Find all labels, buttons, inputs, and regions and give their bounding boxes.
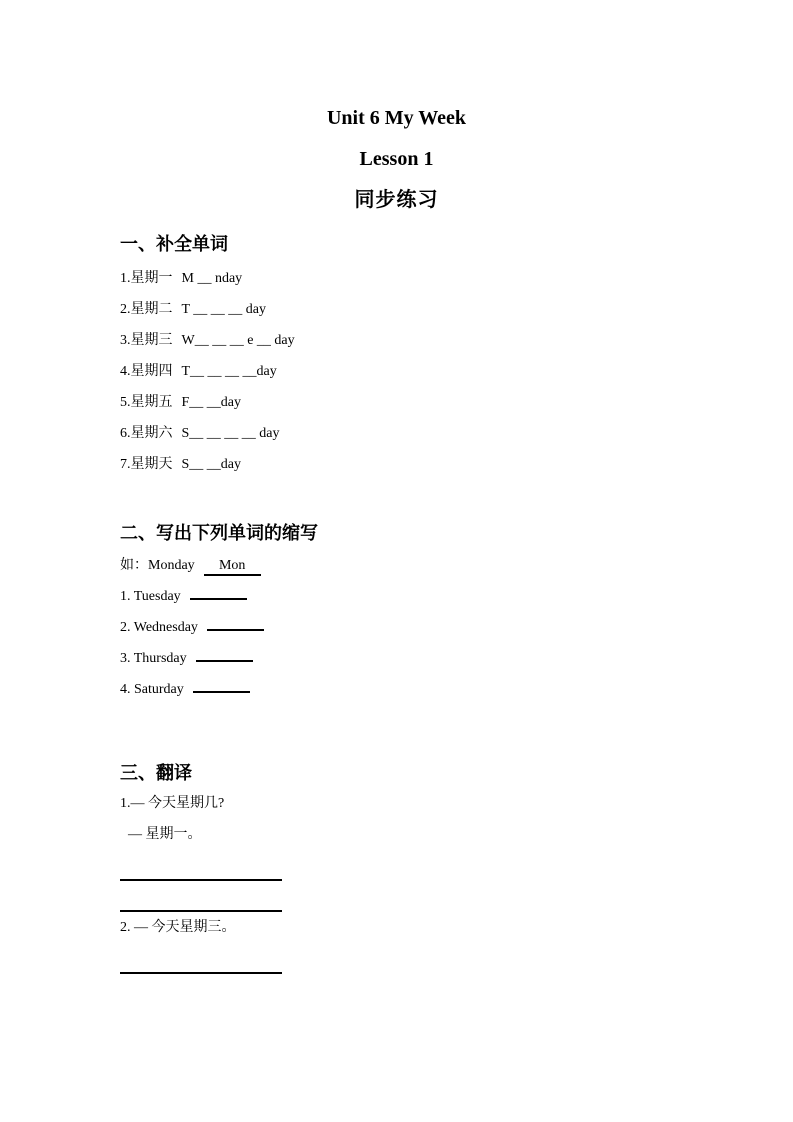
word-label: 4.星期四 xyxy=(120,364,173,379)
worksheet-content xyxy=(0,233,793,974)
word-item-tuesday xyxy=(120,294,673,325)
abbr-item-label: 1. Tuesday xyxy=(120,589,181,604)
exercise-heading: 同步练习 xyxy=(354,189,439,211)
lesson-subtitle: Lesson 1 xyxy=(359,148,434,170)
word-label: 2.星期二 xyxy=(120,302,173,317)
word-item-wednesday xyxy=(120,325,673,356)
word-item-sunday xyxy=(120,449,673,480)
abbr-item-label: 4. Saturday xyxy=(120,682,184,697)
abbr-example-label: 如：Monday xyxy=(120,558,195,573)
word-gap-text: F__ __day xyxy=(181,395,241,410)
section1-heading: 一、补全单词 xyxy=(120,234,228,254)
writing-line xyxy=(120,881,282,912)
answer-blank xyxy=(207,629,264,631)
word-item-monday xyxy=(120,263,673,294)
abbr-item-tuesday xyxy=(120,581,673,612)
word-gap-text: S__ __day xyxy=(181,457,241,472)
translation2-text: 2. — 今天星期三。 xyxy=(120,920,236,935)
title-block xyxy=(0,0,793,221)
section1-word-list xyxy=(120,263,673,480)
abbr-item-label: 2. Wednesday xyxy=(120,620,198,635)
word-gap-text: W__ __ __ e __ day xyxy=(181,333,295,348)
abbr-example-answer-blank xyxy=(204,557,261,576)
word-label: 5.星期五 xyxy=(120,395,173,410)
answer-blank xyxy=(196,660,253,662)
word-gap-text: M __ nday xyxy=(181,271,243,286)
abbr-item-saturday xyxy=(120,674,673,705)
section3-heading: 三、翻译 xyxy=(120,763,192,783)
word-item-thursday xyxy=(120,356,673,387)
word-gap-text: T __ __ __ day xyxy=(181,302,267,317)
writing-line xyxy=(120,850,282,881)
abbr-item-label: 3. Thursday xyxy=(120,651,187,666)
abbr-item-thursday xyxy=(120,643,673,674)
word-label: 1.星期一 xyxy=(120,271,173,286)
translation1-answer: — 星期一。 xyxy=(128,827,202,842)
writing-line xyxy=(120,943,282,974)
word-item-saturday xyxy=(120,418,673,449)
translation1-question: 1.— 今天星期几? xyxy=(120,796,225,811)
section2-abbr-list xyxy=(120,550,673,705)
section2-heading: 二、写出下列单词的缩写 xyxy=(120,523,318,543)
section3-translation-list xyxy=(120,788,673,974)
answer-blank xyxy=(190,598,247,600)
abbr-example-answer: Mon xyxy=(218,558,246,573)
word-label: 6.星期六 xyxy=(120,426,173,441)
abbr-item-wednesday xyxy=(120,612,673,643)
word-label: 3.星期三 xyxy=(120,333,173,348)
abbr-example-row xyxy=(120,550,673,581)
word-item-friday xyxy=(120,387,673,418)
word-gap-text: S__ __ __ __ day xyxy=(181,426,280,441)
page-title: Unit 6 My Week xyxy=(326,107,467,129)
word-gap-text: T__ __ __ __day xyxy=(181,364,277,379)
answer-blank xyxy=(193,691,250,693)
word-label: 7.星期天 xyxy=(120,457,173,472)
